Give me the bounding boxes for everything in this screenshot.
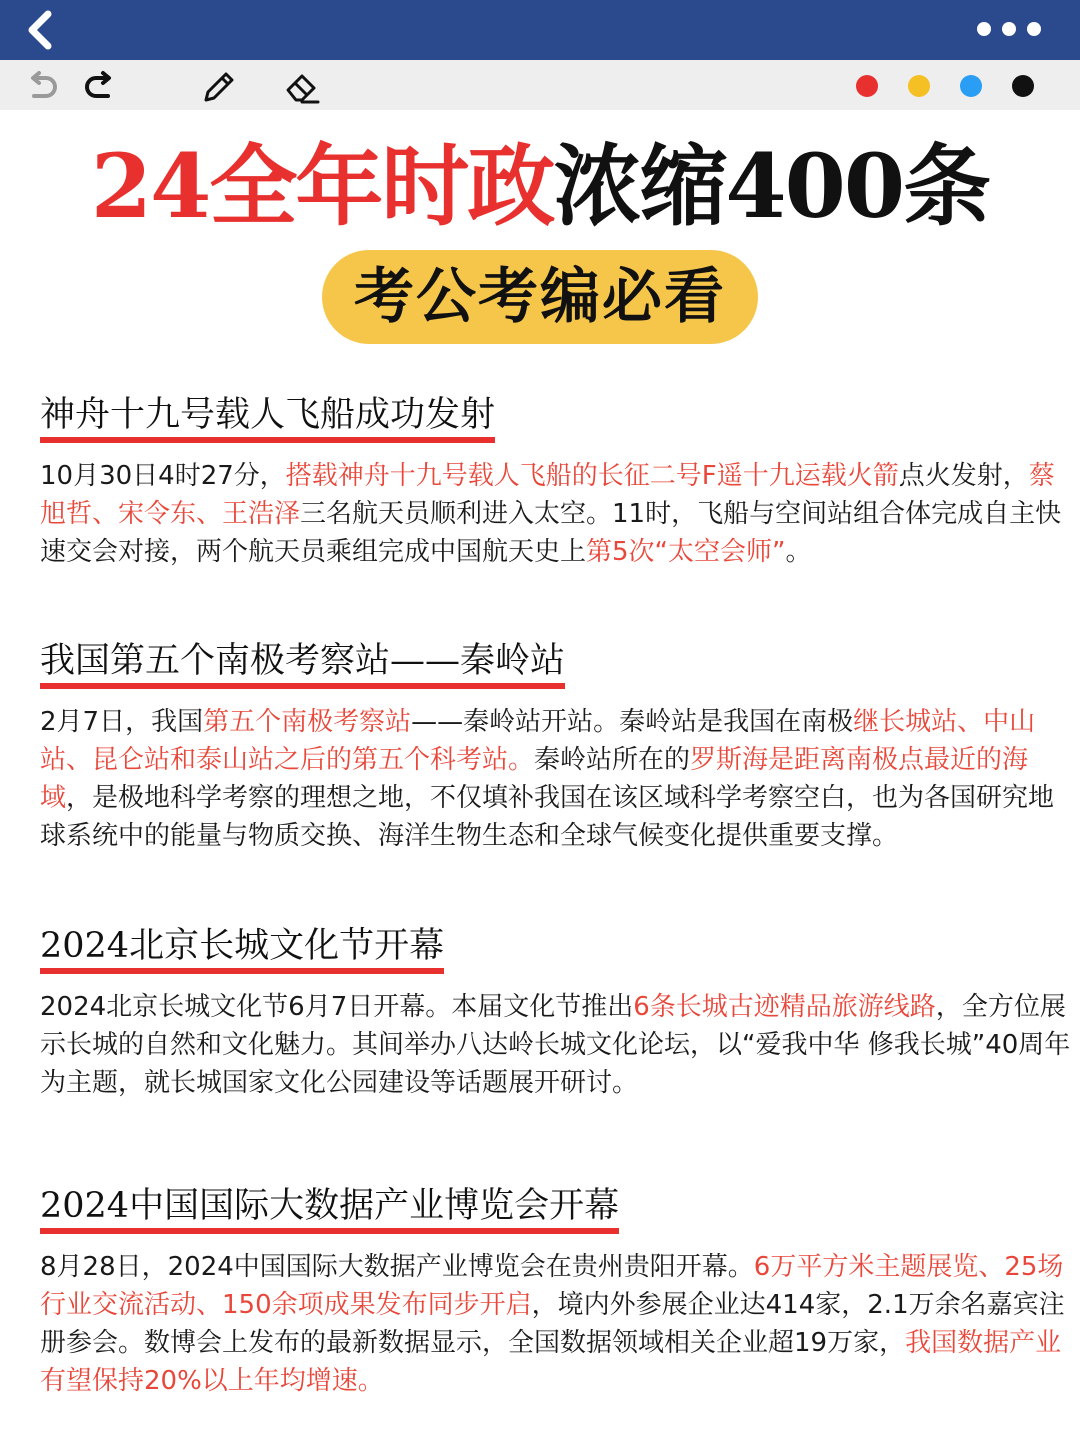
- more-button[interactable]: [974, 16, 1044, 42]
- body-text: 。: [785, 537, 812, 567]
- section-body: [40, 1248, 1076, 1400]
- highlighted-text: 搭载神舟十九号载人飞船的长征二号F遥十九运载火箭: [285, 461, 899, 491]
- body-text: 8月28日，2024中国国际大数据产业博览会在贵州贵阳开幕。: [40, 1252, 754, 1282]
- pencil-icon: [198, 66, 238, 106]
- section-heading: 神舟十九号载人飞船成功发射: [40, 393, 495, 443]
- body-text: 2024北京长城文化节6月7日开幕。本届文化节推出: [40, 992, 634, 1022]
- title-black-part: 浓缩400条: [553, 134, 990, 238]
- pencil-button[interactable]: [198, 66, 238, 106]
- highlighted-text: 第5次“太空会师”: [586, 537, 786, 567]
- news-section-4: [40, 1184, 1080, 1400]
- back-button[interactable]: [20, 8, 64, 52]
- section-heading: 2024北京长城文化节开幕: [40, 924, 444, 974]
- body-text: ，是极地科学考察的理想之地，不仅填补我国在该区域科学考察空白，也为各国研究地球系统中的能量与物质交换、海洋生物生态和全球气候变化提供重要支撑。: [40, 783, 1055, 851]
- news-section-1: [40, 393, 1080, 571]
- page-title: [0, 130, 1080, 242]
- section-body: [40, 703, 1076, 855]
- highlighted-text: 罗斯海是距离南极点最近的海域: [40, 745, 1029, 813]
- body-text: 2月7日，我国: [40, 707, 204, 737]
- highlighted-text: 蔡旭哲、宋令东、王浩泽: [40, 461, 1055, 529]
- highlighted-text: 6万平方米主题展览、25场行业交流活动、150余项成果发布同步开启: [40, 1252, 1064, 1320]
- undo-button[interactable]: [22, 66, 62, 106]
- news-section-3: [40, 924, 1080, 1102]
- eraser-icon: [282, 66, 322, 106]
- highlighted-text: 第五个南极考察站: [203, 707, 412, 737]
- body-text: 秦岭站所在的: [534, 745, 691, 775]
- color-yellow-swatch[interactable]: [908, 75, 930, 97]
- more-dots-icon: [974, 16, 1044, 42]
- title-red-part: 24全年时政: [90, 134, 554, 238]
- body-text: 10月30日4时27分，: [40, 461, 286, 491]
- body-text: ，境内外参展企业达414家，2.1万余名嘉宾注册参会。数博会上发布的最新数据显示，全国数据领域相关企业超19万家，: [40, 1290, 1065, 1358]
- color-blue-swatch[interactable]: [960, 75, 982, 97]
- section-heading: 我国第五个南极考察站——秦岭站: [40, 639, 565, 689]
- redo-icon: [80, 66, 120, 106]
- eraser-button[interactable]: [282, 66, 322, 106]
- redo-button[interactable]: [80, 66, 120, 106]
- body-text: 三名航天员顺利进入太空。11时，飞船与空间站组合体完成自主快速交会对接，两个航天员乘组完成中国航天史上: [40, 499, 1062, 567]
- color-red-swatch[interactable]: [856, 75, 878, 97]
- highlighted-text: 继长城站、中山站、昆仑站和泰山站之后的第五个科考站。: [40, 707, 1036, 775]
- section-body: [40, 457, 1076, 571]
- subtitle-badge: 考公考编必看: [322, 250, 758, 344]
- body-text: ，全方位展示长城的自然和文化魅力。其间举办八达岭长城文化论坛，以“爱我中华 修我长城”40周年为主题，就长城国家文化公园建设等话题展开研讨。: [40, 992, 1071, 1098]
- highlighted-text: 6条长城古迹精品旅游线路: [633, 992, 936, 1022]
- undo-icon: [22, 66, 62, 106]
- chevron-left-icon: [20, 8, 64, 52]
- body-text: 点火发射，: [898, 461, 1029, 491]
- color-black-swatch[interactable]: [1012, 75, 1034, 97]
- section-body: [40, 988, 1076, 1102]
- highlighted-text: 我国数据产业有望保持20%以上年均增速。: [40, 1328, 1062, 1396]
- body-text: ——秦岭站开站。秦岭站是我国在南极: [411, 707, 854, 737]
- news-section-2: [40, 639, 1080, 855]
- section-heading: 2024中国国际大数据产业博览会开幕: [40, 1184, 619, 1234]
- top-nav-bar: [0, 0, 1080, 60]
